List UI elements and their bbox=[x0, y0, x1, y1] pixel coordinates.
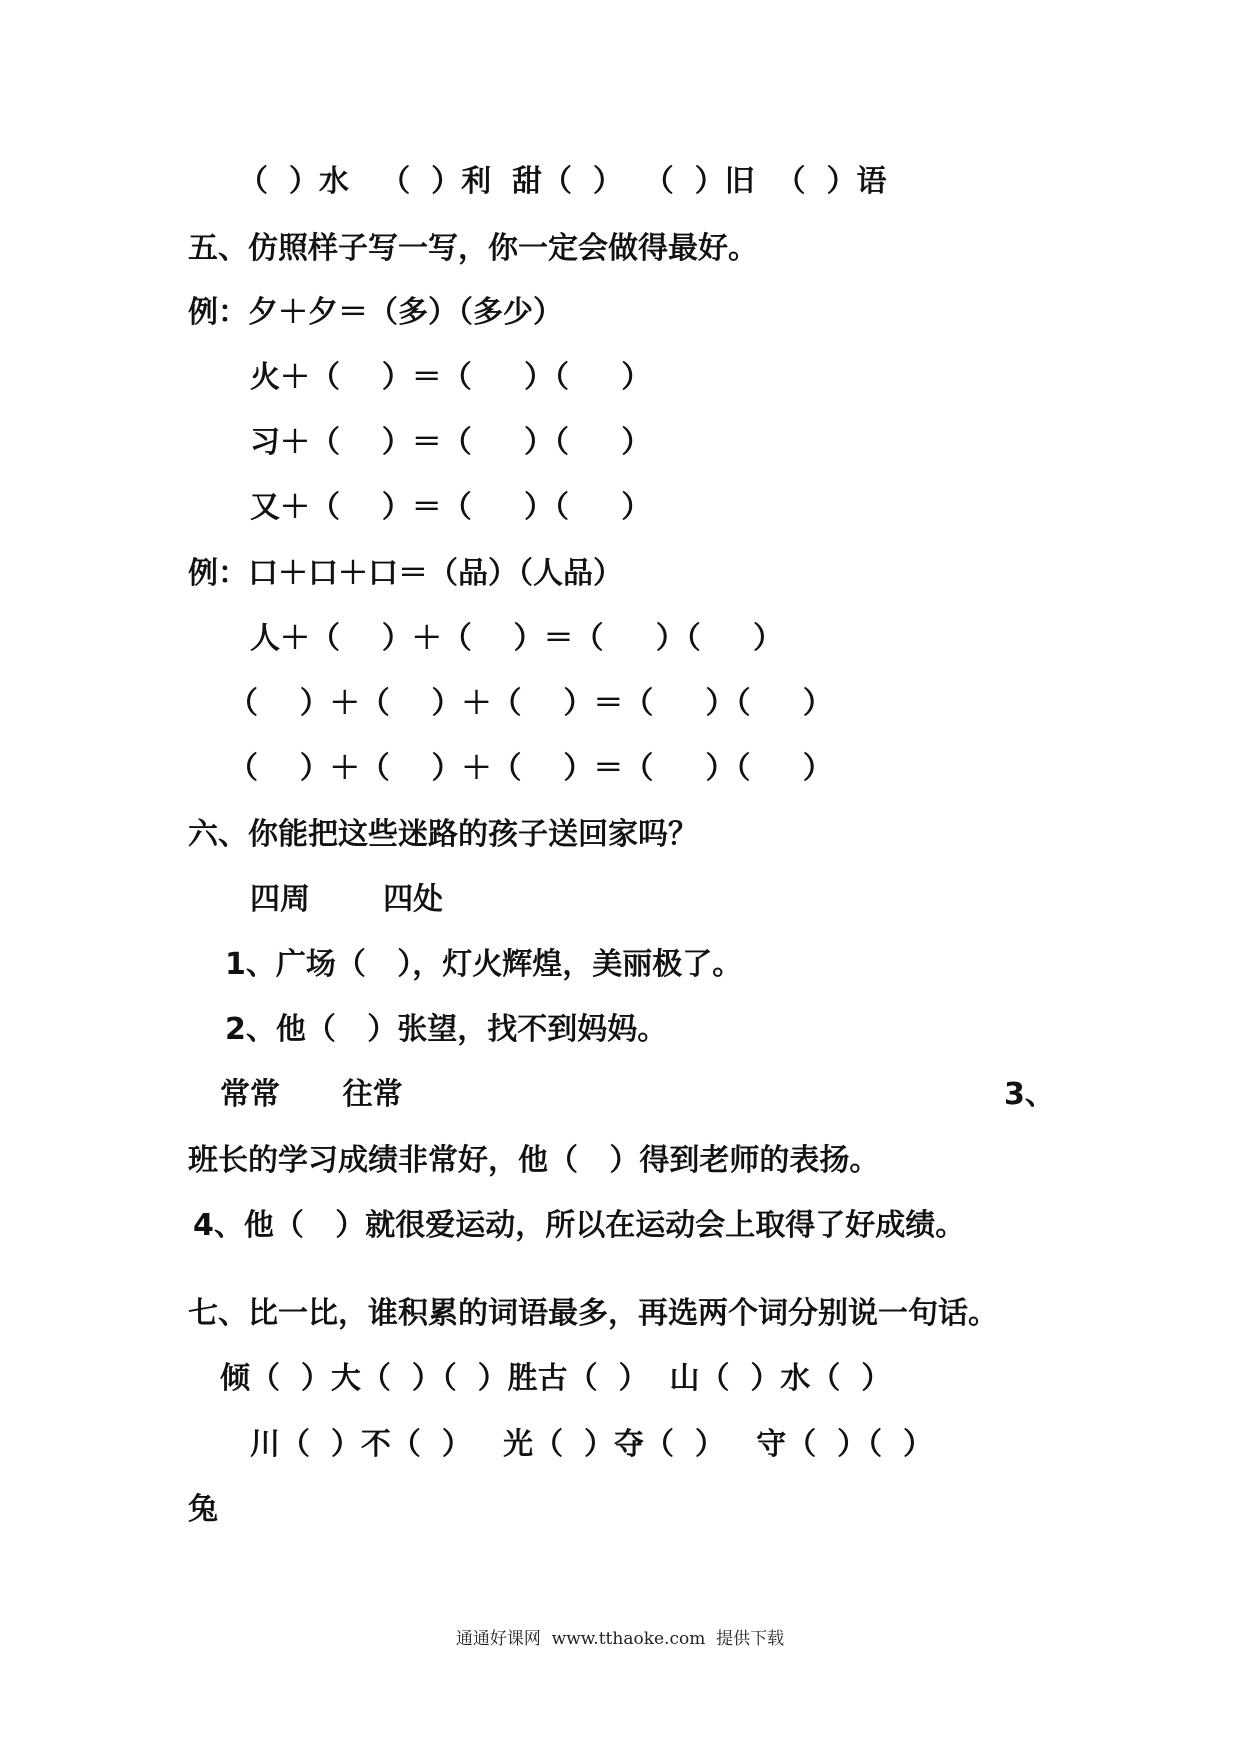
section-5-item-you: 又＋（ ）＝（ ）（ ） bbox=[250, 490, 652, 525]
section-5-example-2: 例：口＋口＋口＝（品）（人品） bbox=[188, 556, 623, 591]
section-5-blank-row-1: （ ）＋（ ）＋（ ）＝（ ）（ ） bbox=[228, 686, 833, 721]
page-footer: 通通好课网 www.tthaoke.com 提供下载 bbox=[455, 1629, 785, 1649]
section-6-sentence-4: 4、他（ ）就很爱运动，所以在运动会上取得了好成绩。 bbox=[193, 1208, 966, 1243]
section-6-word-choices-1: 四周 四处 bbox=[250, 882, 444, 917]
section-6-sentence-1: 1、广场（ ），灯火辉煌，美丽极了。 bbox=[225, 947, 743, 982]
section-5-item-fire: 火＋（ ）＝（ ）（ ） bbox=[250, 360, 652, 395]
section-6-word-choices-2: 常常 往常 bbox=[220, 1077, 403, 1112]
section-5-item-ren: 人＋（ ）＋（ ）＝（ ）（ ） bbox=[250, 621, 783, 656]
section-5-item-xi: 习＋（ ）＝（ ）（ ） bbox=[250, 425, 652, 460]
section-6-sentence-3: 班长的学习成绩非常好，他（ ）得到老师的表扬。 bbox=[188, 1143, 880, 1178]
exercise-4-blanks-line: （ ）水 （ ）利 甜（ ） （ ）旧 （ ）语 bbox=[238, 164, 887, 199]
section-5-heading: 五、仿照样子写一写，你一定会做得最好。 bbox=[188, 231, 758, 266]
section-7-idioms-row-3: 兔 bbox=[188, 1492, 218, 1527]
section-7-heading: 七、比一比，谁积累的词语最多，再选两个词分别说一句话。 bbox=[188, 1296, 998, 1331]
section-7-idioms-row-1: 倾（ ）大（ ）（ ）胜古（ ） 山（ ）水（ ） bbox=[220, 1361, 892, 1396]
section-6-number-3: 3、 bbox=[1004, 1077, 1055, 1112]
section-6-heading: 六、你能把这些迷路的孩子送回家吗？ bbox=[188, 817, 698, 852]
section-5-blank-row-2: （ ）＋（ ）＋（ ）＝（ ）（ ） bbox=[228, 751, 833, 786]
section-7-idioms-row-2: 川（ ）不（ ） 光（ ）夺（ ） 守（ ）（ ） bbox=[250, 1427, 933, 1462]
section-6-sentence-2: 2、他（ ）张望，找不到妈妈。 bbox=[225, 1012, 668, 1047]
section-5-example-1: 例：夕＋夕＝（多）（多少） bbox=[188, 295, 563, 330]
